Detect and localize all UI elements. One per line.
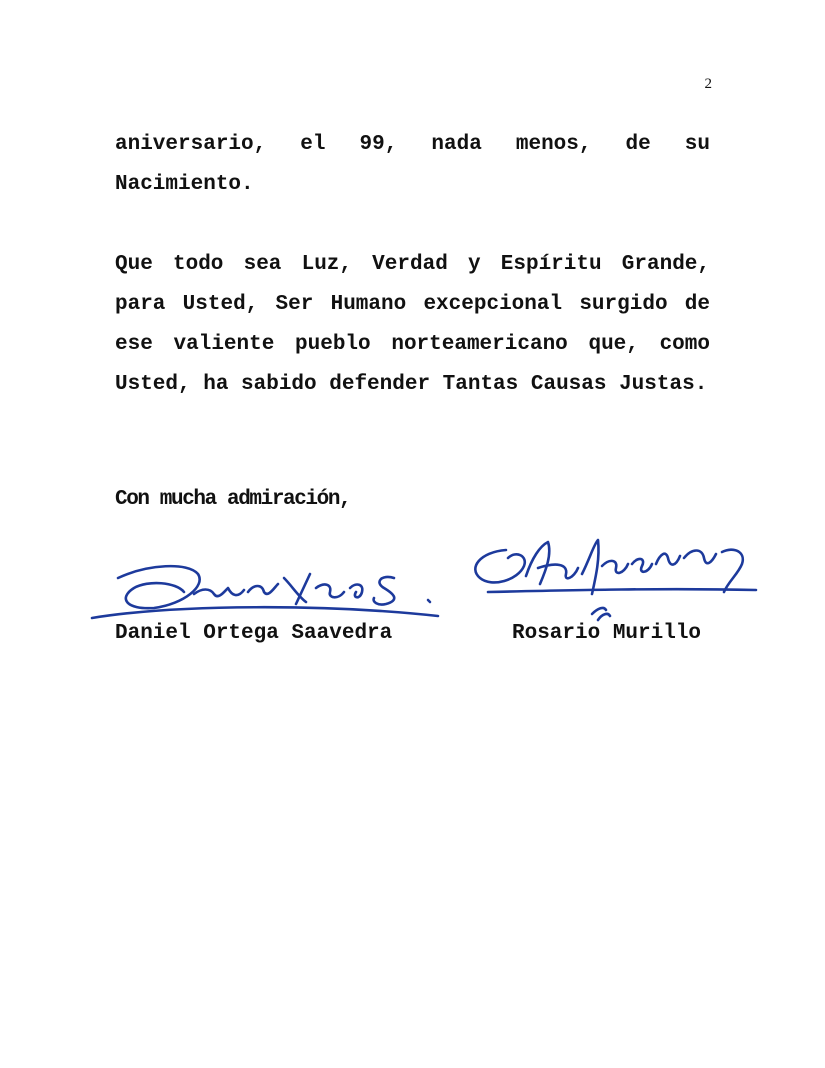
signature-daniel-ortega (88, 548, 448, 628)
paragraph-2: Que todo sea Luz, Verdad y Espíritu Grande, para Usted, Ser Humano excepcional surgido de ese valiente pueblo norteamericano que, como Usted, ha sabido defender Tantas Causas Justas. (115, 253, 710, 396)
page-number: 2 (704, 76, 712, 92)
signatory-name-rosario-murillo: Rosario Murillo (512, 622, 702, 645)
closing-line: Con mucha admiración, (115, 488, 351, 511)
signature-rosario-murillo (466, 518, 766, 628)
paragraph-1: aniversario, el 99, nada menos, de su Nacimiento. (115, 133, 710, 196)
signatory-name-daniel-ortega: Daniel Ortega Saavedra (115, 622, 393, 645)
